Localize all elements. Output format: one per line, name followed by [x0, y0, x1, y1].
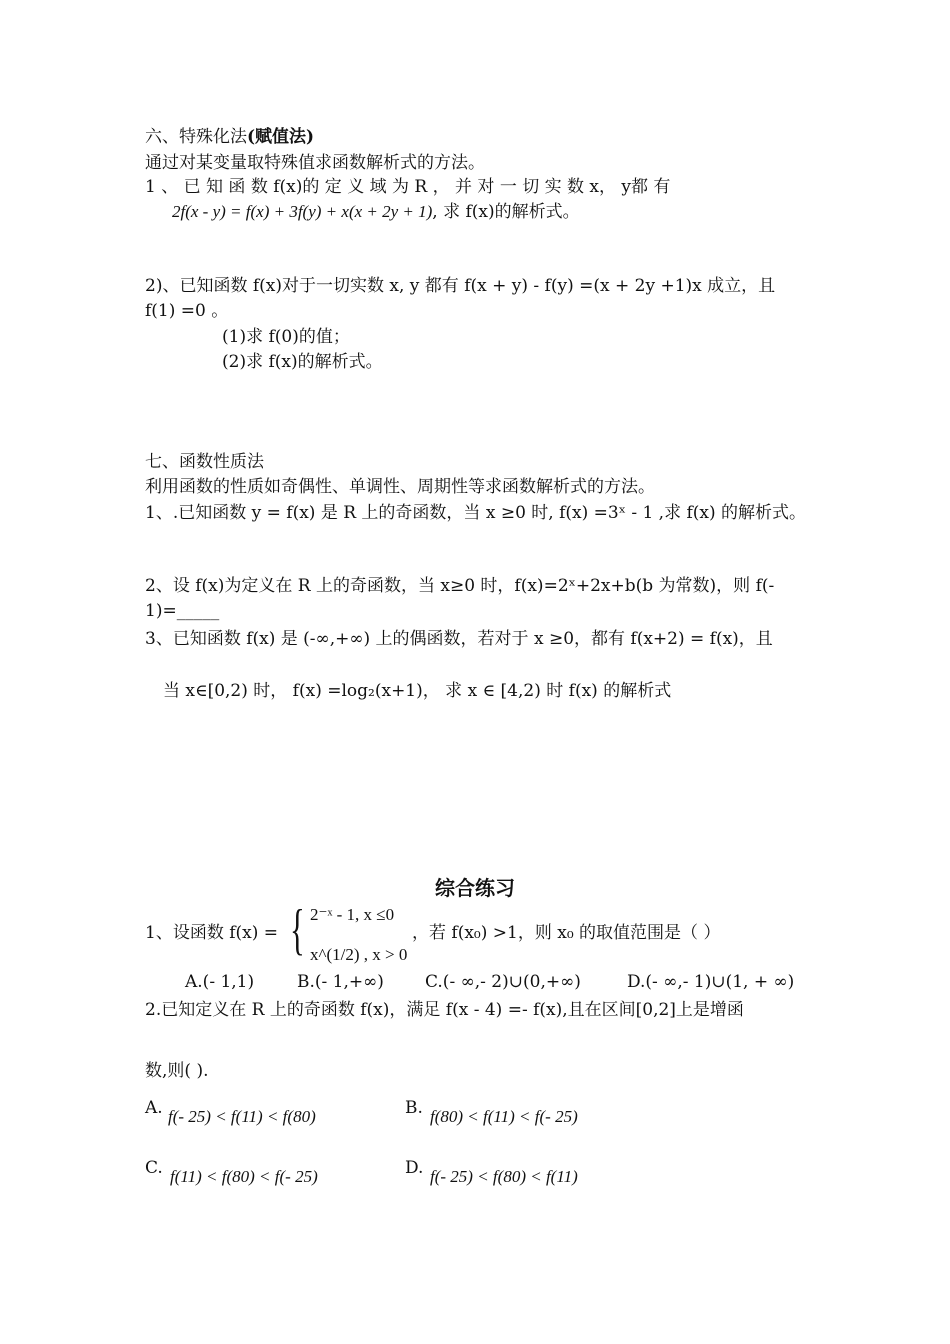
- exercise-q1-option-b: B.(- 1,+∞): [297, 972, 384, 992]
- exercise-q1-case1: 2⁻ˣ - 1, x ≤0: [310, 905, 395, 924]
- exercise-q2-option-b-label: B.: [405, 1098, 423, 1118]
- section6-q2-sub1: (1)求 f(0)的值；: [222, 327, 350, 347]
- section7-q3-line1: 3、已知函数 f(x) 是 (-∞,+∞) 上的偶函数，若对于 x ≥0，都有 f(x+2) = f(x)，且: [145, 629, 773, 649]
- section6-title: [145, 126, 314, 148]
- section6-q1-text: , 求 f(x)的解析式。: [432, 202, 580, 222]
- exercise-q2-option-a-label: A.: [145, 1098, 163, 1118]
- exercise-q2-option-b-expr: f(80) < f(11) < f(- 25): [430, 1107, 578, 1126]
- exercise-q2-line1: 2.已知定义在 R 上的奇函数 f(x)，满足 f(x - 4) =- f(x),且在区间[0,2]上是增函: [145, 1000, 744, 1020]
- exercise-q2-option-d-expr: f(- 25) < f(80) < f(11): [430, 1167, 578, 1186]
- exercise-q1-suffix: ，若 f(x₀) >1，则 x₀ 的取值范围是（ ）: [412, 923, 721, 943]
- section6-q1-formula: 2f(x - y) = f(x) + 3f(y) + x(x + 2y + 1): [172, 202, 433, 221]
- exercise-q2-option-c-expr: f(11) < f(80) < f(- 25): [170, 1167, 318, 1186]
- section7-intro: 利用函数的性质如奇偶性、单调性、周期性等求函数解析式的方法。: [145, 477, 655, 497]
- exercise-q1-option-c: C.(- ∞,- 2)∪(0,+∞): [425, 972, 581, 992]
- section7-q1: 1、.已知函数 y = f(x) 是 R 上的奇函数，当 x ≥0 时, f(x) =3ˣ - 1 ,求 f(x) 的解析式。: [145, 503, 807, 523]
- exercise-q1-option-a: A.(- 1,1): [185, 972, 255, 992]
- section7-q2-line1: 2、设 f(x)为定义在 R 上的奇函数，当 x≥0 时，f(x)=2ˣ+2x+b(b 为常数)，则 f(-: [145, 576, 775, 596]
- section6-q2-line1: 2)、已知函数 f(x)对于一切实数 x, y 都有 f(x + y) - f(y) =(x + 2y +1)x 成立，且: [145, 276, 776, 296]
- section6-title-plain: 六、特殊化法: [145, 127, 247, 147]
- exercise-q1-prefix: 1、设函数 f(x) =: [145, 923, 279, 943]
- section6-title-bold: (赋值法): [247, 127, 315, 147]
- section6-q1-line2: [172, 201, 580, 223]
- exercise-q2-option-d-label: D.: [405, 1158, 424, 1178]
- exercise-q1-option-d: D.(- ∞,- 1)∪(1, + ∞): [627, 972, 795, 992]
- exercise-q2-option-c-label: C.: [145, 1158, 163, 1178]
- section7-title: 七、函数性质法: [145, 452, 264, 472]
- section6-q1-line1: 1 、 已 知 函 数 f(x)的 定 义 域 为 R ， 并 对 一 切 实 数 x， y都 有: [145, 177, 671, 197]
- exercise-q2-line2: 数,则( ).: [145, 1061, 209, 1081]
- section6-intro: 通过对某变量取特殊值求函数解析式的方法。: [145, 153, 485, 173]
- piecewise-brace-icon: {: [290, 899, 305, 961]
- exercise-q2-option-a-expr: f(- 25) < f(11) < f(80): [168, 1107, 316, 1126]
- section7-q2-line2: 1)=_____: [145, 601, 220, 621]
- section6-q2-sub2: (2)求 f(x)的解析式。: [222, 352, 383, 372]
- exercise-q1-case2: x^(1/2) , x > 0: [310, 945, 408, 964]
- section6-q2-line2: f(1) =0 。: [145, 301, 229, 321]
- section7-q3-line2: 当 x∈[0,2) 时， f(x) =log₂(x+1)， 求 x ∈ [4,2) 时 f(x) 的解析式: [163, 681, 672, 701]
- exercise-title: 综合练习: [435, 876, 515, 900]
